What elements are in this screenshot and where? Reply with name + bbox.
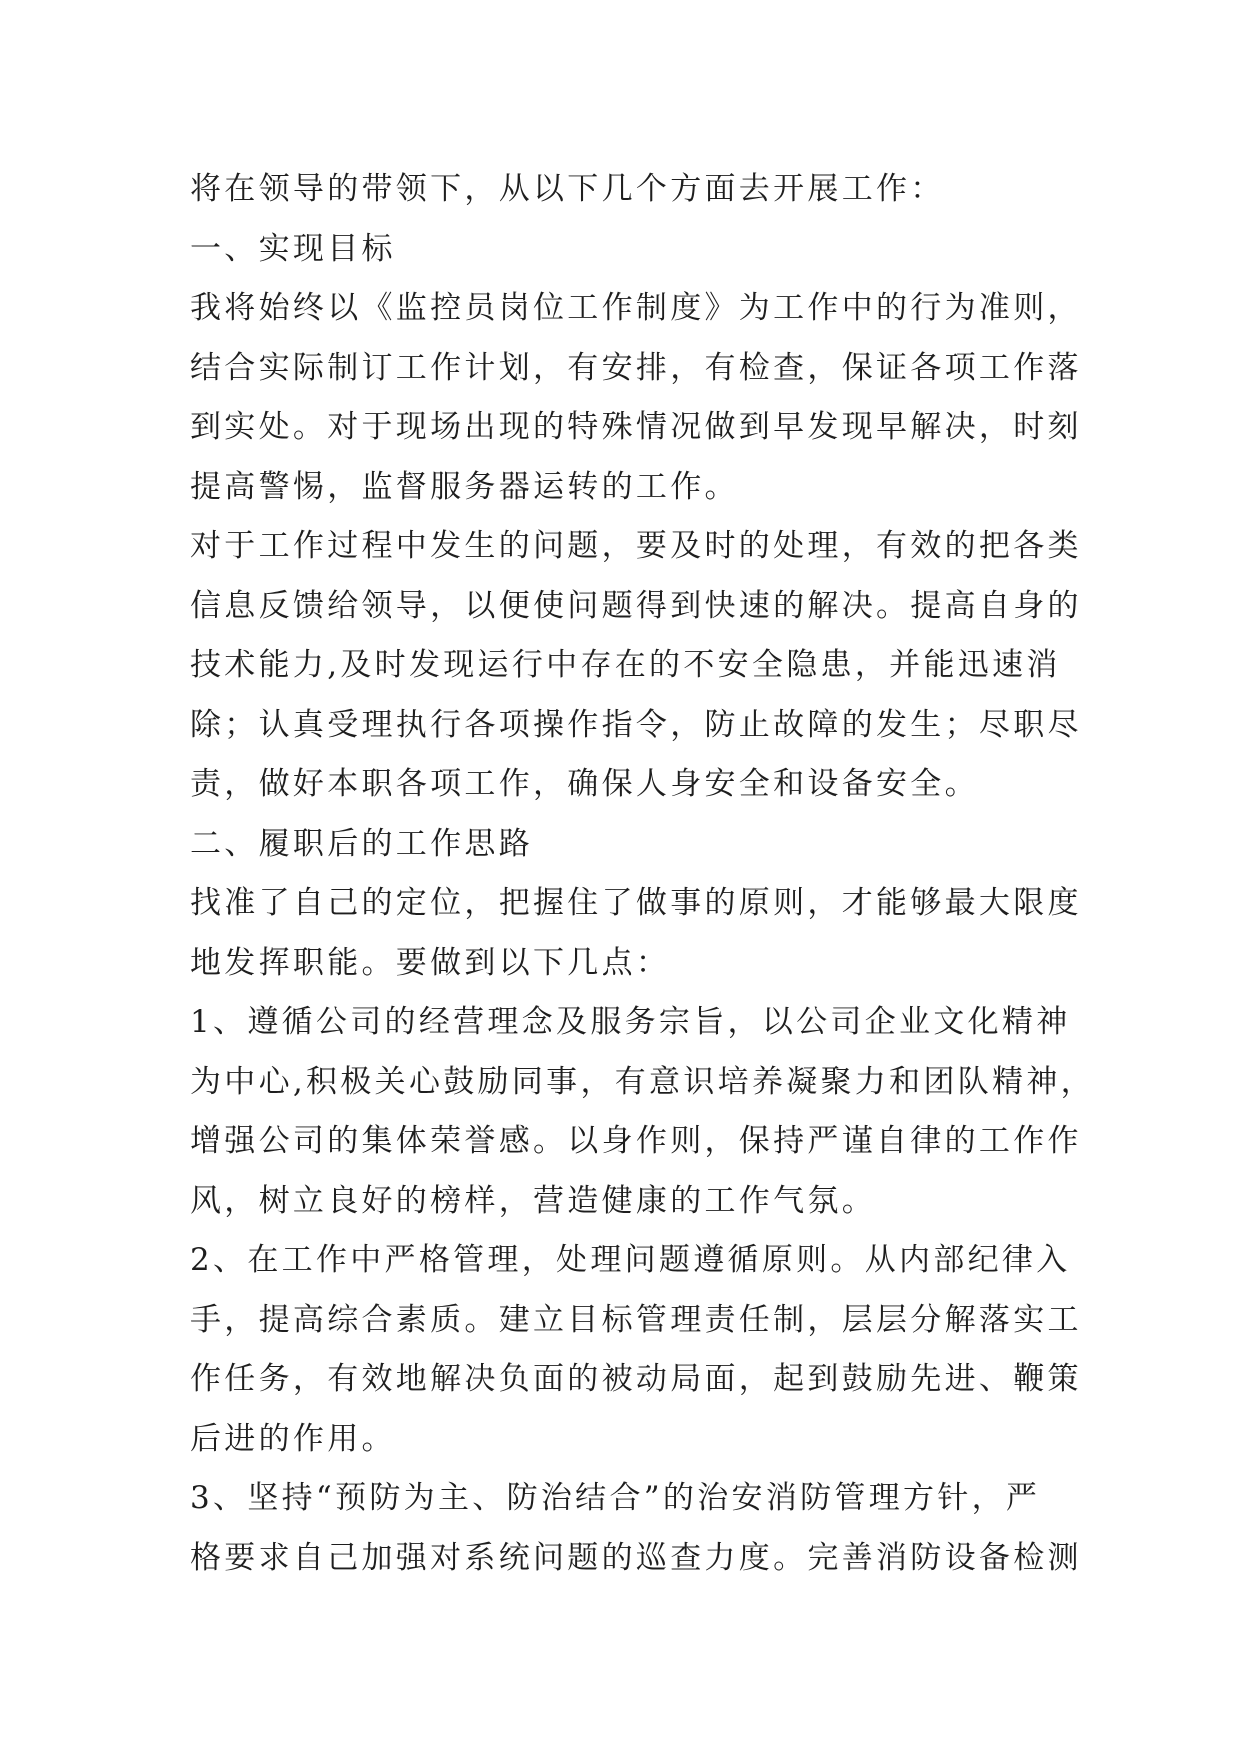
text-line: 找准了自己的定位，把握住了做事的原则，才能够最大限度 bbox=[190, 885, 1082, 921]
text-line: 技术能力,及时发现运行中存在的不安全隐患，并能迅速消 bbox=[190, 647, 1061, 683]
section-heading: 二、履职后的工作思路 bbox=[190, 825, 533, 862]
text-line: 信息反馈给领导，以便使问题得到快速的解决。提高自身的 bbox=[190, 587, 1082, 624]
text-line: 对于工作过程中发生的问题，要及时的处理，有效的把各类 bbox=[190, 528, 1082, 564]
text-line: 增强公司的集体荣誉感。以身作则，保持严谨自律的工作作 bbox=[190, 1123, 1082, 1159]
text-line: 作任务，有效地解决负面的被动局面，起到鼓励先进、鞭策 bbox=[190, 1361, 1082, 1397]
text-line: 结合实际制订工作计划，有安排，有检查，保证各项工作落 bbox=[190, 349, 1082, 386]
document-body bbox=[190, 160, 1095, 1588]
text-line: 手，提高综合素质。建立目标管理责任制，层层分解落实工 bbox=[190, 1301, 1082, 1338]
text-line: 我将始终以《监控员岗位工作制度》为工作中的行为准则， bbox=[190, 290, 1082, 326]
text-line: 1、遵循公司的经营理念及服务宗旨，以公司企业文化精神 bbox=[190, 1004, 1071, 1040]
text-line: 3、坚持“预防为主、防治结合”的治安消防管理方针，严 bbox=[190, 1480, 1041, 1516]
text-line: 后进的作用。 bbox=[190, 1420, 396, 1457]
text-line: 到实处。对于现场出现的特殊情况做到早发现早解决，时刻 bbox=[190, 409, 1082, 445]
text-line: 提高警惕，监督服务器运转的工作。 bbox=[190, 468, 739, 505]
text-line: 将在领导的带领下，从以下几个方面去开展工作： bbox=[190, 171, 945, 207]
text-line: 为中心,积极关心鼓励同事，有意识培养凝聚力和团队精神， bbox=[190, 1063, 1095, 1100]
text-line: 2、在工作中严格管理，处理问题遵循原则。从内部纪律入 bbox=[190, 1242, 1071, 1278]
text-line: 风，树立良好的榜样，营造健康的工作气氛。 bbox=[190, 1182, 876, 1219]
section-heading: 一、实现目标 bbox=[190, 230, 396, 267]
text-line: 地发挥职能。要做到以下几点： bbox=[190, 944, 671, 981]
text-line: 除；认真受理执行各项操作指令，防止故障的发生；尽职尽 bbox=[190, 706, 1082, 743]
text-line: 责，做好本职各项工作，确保人身安全和设备安全。 bbox=[190, 766, 979, 802]
text-line: 格要求自己加强对系统问题的巡查力度。完善消防设备检测 bbox=[190, 1539, 1082, 1576]
